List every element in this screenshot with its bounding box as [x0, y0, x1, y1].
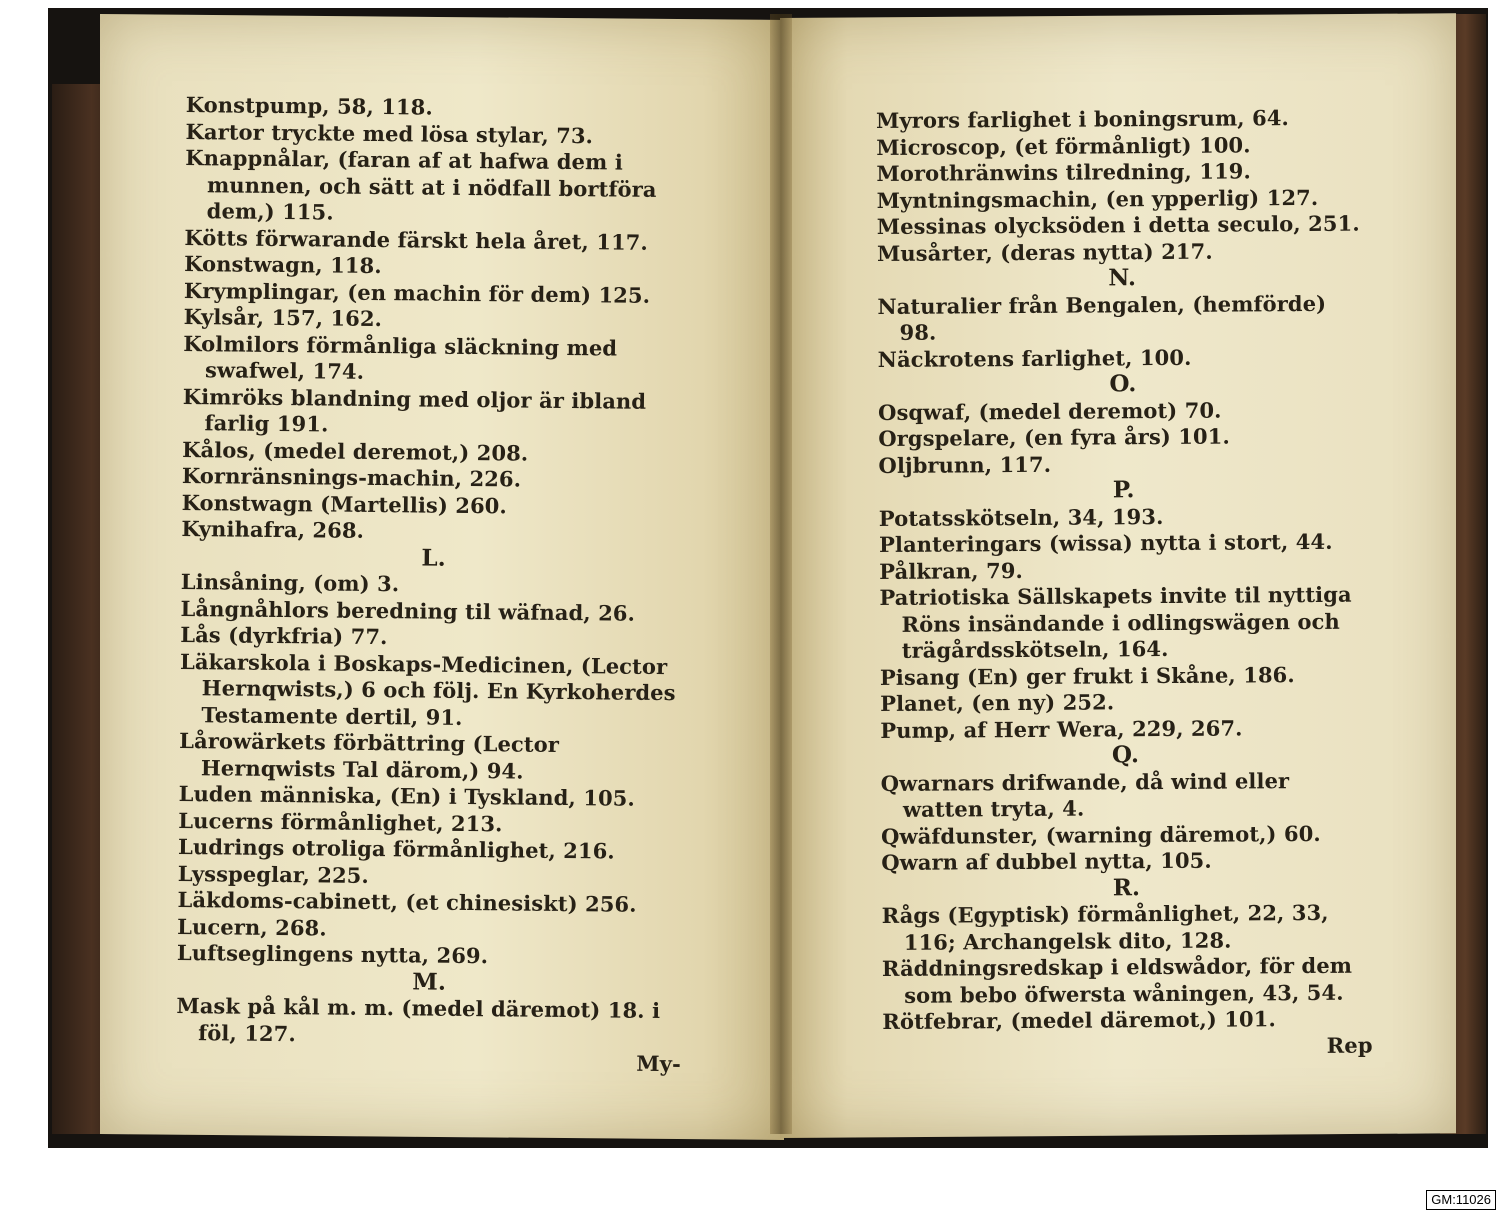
index-entry: Rågs (Egyptisk) förmånlighet, 22, 33, 116; Archangelsk dito, 128.	[881, 899, 1329, 955]
index-entry: Myrors farlighet i boningsrum, 64.	[876, 105, 1289, 133]
index-entry: Microscop, (et förmånligt) 100.	[876, 131, 1251, 160]
index-entry: Planet, (en ny) 252.	[880, 689, 1115, 716]
index-entry: Ludrings otroliga förmånlighet, 216.	[177, 833, 615, 864]
index-entry: Pump, af Herr Wera, 229, 267.	[880, 714, 1243, 743]
index-entry: Kynihafra, 268.	[181, 515, 365, 543]
archive-id-label: GM:11026	[1426, 1190, 1496, 1210]
index-entry: Lås (dyrkfria) 77.	[180, 621, 388, 650]
index-entry: Musårter, (deras nytta) 217.	[876, 238, 1213, 266]
index-entry: Oljbrunn, 117.	[878, 451, 1052, 478]
index-letter-heading: M.	[412, 967, 447, 996]
left-page-index-column	[176, 92, 691, 1078]
index-entry: Läkarskola i Boskaps-Medicinen, (Lector Hernqwists,) 6 och följ. En Kyrkoherdes Testamente dertil, 91.	[179, 648, 676, 730]
index-entry: Osqwaf, (medel deremot) 70.	[878, 397, 1222, 425]
index-entry: Lucerns förmånlighet, 213.	[178, 807, 503, 836]
index-entry: Qwarnars drifwande, då wind eller watten tryta, 4.	[880, 767, 1290, 822]
index-entry: Krymplingar, (en machin för dem) 125.	[183, 277, 651, 308]
index-entry: Planteringars (wissa) nytta i stort, 44.	[878, 528, 1333, 557]
index-entry: Konstwagn, 118.	[184, 250, 382, 279]
index-entry: Kornränsnings-machin, 226.	[181, 462, 522, 492]
index-entry: Myntningsmachin, (en ypperlig) 127.	[876, 184, 1319, 213]
index-letter-heading: N.	[1108, 264, 1137, 292]
index-entry: Rötfebrar, (medel däremot,) 101.	[882, 1006, 1276, 1034]
index-entry: Naturalier från Bengalen, (hemförde) 98.	[877, 290, 1327, 345]
index-entry: Potatsskötseln, 34, 193.	[878, 503, 1164, 531]
index-letter-heading: Q.	[1111, 741, 1140, 769]
index-entry: Linsåning, (om) 3.	[180, 568, 400, 597]
index-entry: Patriotiska Sällskapets invite til nyttiga Röns insändande i odlingswägen och trägårdsskötseln, 164.	[879, 581, 1352, 663]
index-entry: Kimröks blandning med oljor är ibland farlig 191.	[182, 383, 647, 437]
index-entry: Näckrotens farlighet, 100.	[877, 344, 1192, 372]
index-entry: Lucern, 268.	[177, 913, 327, 941]
index-entry: Kötts förwarande färskt hela året, 117.	[184, 224, 649, 255]
index-entry: Morothränwins tilredning, 119.	[876, 158, 1251, 186]
index-entry: Qwäfdunster, (warning däremot,) 60.	[880, 820, 1321, 849]
index-entry: Pålkran, 79.	[879, 557, 1023, 584]
index-entry: Knappnålar, (faran af at hafwa dem i munnen, och sätt at i nödfall bortföra dem,) 115.	[185, 144, 657, 225]
index-entry: Kolmilors förmånliga släckning med swafwel, 174.	[183, 330, 618, 384]
index-letter-heading: R.	[1112, 873, 1141, 901]
index-entry: Långnåhlors beredning til wäfnad, 26.	[180, 595, 636, 626]
index-entry: Mask på kål m. m. (medel däremot) 18. i föl, 127.	[176, 992, 661, 1046]
index-entry: Qwarn af dubbel nytta, 105.	[881, 847, 1212, 875]
index-entry: Orgspelare, (en fyra års) 101.	[878, 423, 1230, 451]
index-entry: Räddningsredskap i eldswådor, för dem som bebo öfwersta wåningen, 43, 54.	[881, 952, 1353, 1008]
index-letter-heading: P.	[1112, 476, 1135, 504]
index-entry: Luftseglingens nytta, 269.	[176, 939, 489, 969]
index-entry: Lysspeglar, 225.	[177, 860, 370, 888]
index-entry: Lårowärkets förbättring (Lector Hernqwists Tal därom,) 94.	[179, 727, 560, 784]
index-letter-heading: O.	[1109, 370, 1137, 398]
index-letter-heading: L.	[421, 543, 446, 572]
catchword: My-	[636, 1050, 681, 1077]
index-entry: Konstpump, 58, 118.	[185, 92, 433, 120]
book-gutter	[770, 14, 792, 1134]
index-entry: Kylsår, 157, 162.	[183, 303, 383, 332]
index-entry: Kartor tryckte med lösa stylar, 73.	[185, 118, 594, 148]
index-entry: Läkdoms-cabinett, (et chinesiskt) 256.	[177, 886, 637, 917]
catchword: Rep	[1326, 1032, 1373, 1058]
index-entry: Kålos, (medel deremot,) 208.	[182, 436, 529, 466]
index-entry: Luden människa, (En) i Tyskland, 105.	[178, 780, 636, 811]
index-entry: Pisang (En) ger frukt i Skåne, 186.	[879, 661, 1295, 690]
index-entry: Konstwagn (Martellis) 260.	[181, 489, 508, 518]
index-entry: Messinas olycksöden i detta seculo, 251.	[876, 210, 1360, 239]
right-page-index-column	[876, 105, 1373, 1062]
